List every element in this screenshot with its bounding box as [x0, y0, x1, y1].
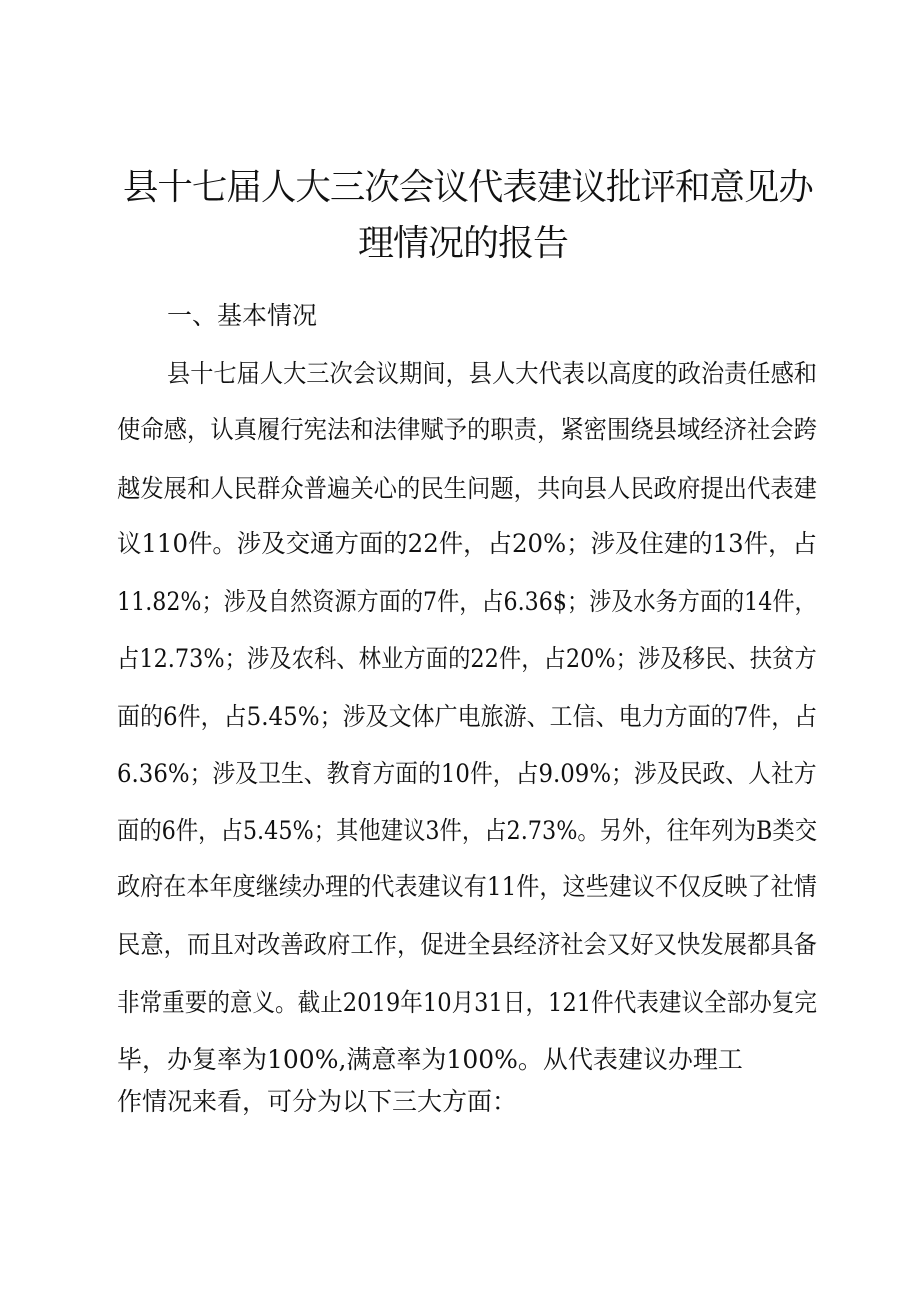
body-line: 县十七届人大三次会议期间，县人大代表以高度的政治责任感和	[167, 359, 818, 388]
body-line: 使命感，认真履行宪法和法律赋予的职责，紧密围绕县域经济社会跨	[117, 415, 817, 444]
body-line: 作情况来看，可分为以下三大方面：	[117, 1087, 518, 1116]
body-line: 面的6件，占5.45%；涉及文体广电旅游、工信、电力方面的7件，占	[117, 702, 818, 731]
document-title	[118, 160, 813, 272]
body-line: 占12.73%；涉及农科、林业方面的22件，占20%；涉及移民、扶贫方	[117, 644, 817, 673]
body-line: 11.82%；涉及自然资源方面的7件，占6.36$；涉及水务方面的14件，	[117, 587, 817, 616]
body-line: 议110件。涉及交通方面的22件，占20%；涉及住建的13件，占	[117, 529, 817, 558]
body-line: 民意，而且对改善政府工作，促进全县经济社会又好又快发展都具备	[117, 930, 817, 959]
body-line: 政府在本年度继续办理的代表建议有11件，这些建议不仅反映了社情	[117, 872, 817, 901]
title-line-2: 理情况的报告	[357, 223, 568, 264]
section-heading: 一、基本情况	[167, 301, 318, 330]
body-line: 毕，办复率为100%,满意率为100%。从代表建议办理工	[117, 1045, 743, 1074]
title-line-1: 县十七届人大三次会议代表建议批评和意见办	[122, 167, 813, 208]
body-line: 面的6件，占5.45%；其他建议3件，占2.73%。另外，往年列为B类交	[117, 816, 818, 845]
body-line: 非常重要的意义。截止2019年10月31日，121件代表建议全部办复完	[117, 988, 817, 1017]
body-line: 越发展和人民群众普遍关心的民生问题，共向县人民政府提出代表建	[117, 474, 817, 503]
body-line: 6.36%；涉及卫生、教育方面的10件，占9.09%；涉及民政、人社方	[117, 759, 817, 788]
